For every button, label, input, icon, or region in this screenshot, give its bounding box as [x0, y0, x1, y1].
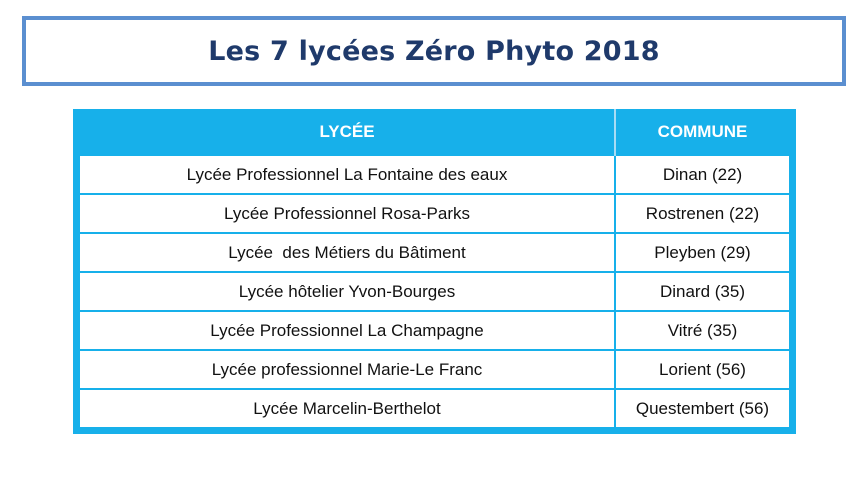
cell-commune: Rostrenen (22)	[615, 194, 789, 233]
table-header	[80, 109, 789, 155]
lycees-table	[80, 109, 789, 429]
title-box	[22, 16, 846, 86]
cell-commune: Questembert (56)	[615, 389, 789, 428]
cell-lycee: Lycée hôtelier Yvon-Bourges	[80, 272, 615, 311]
header-row	[80, 109, 789, 155]
table-row	[80, 155, 789, 194]
cell-commune: Pleyben (29)	[615, 233, 789, 272]
table-row	[80, 311, 789, 350]
table-row	[80, 350, 789, 389]
cell-commune: Lorient (56)	[615, 350, 789, 389]
table-row	[80, 233, 789, 272]
cell-lycee: Lycée Professionnel Rosa-Parks	[80, 194, 615, 233]
table-row	[80, 389, 789, 428]
header-lycee: LYCÉE	[80, 109, 615, 155]
lycees-table-container	[73, 109, 796, 434]
cell-commune: Dinard (35)	[615, 272, 789, 311]
cell-commune: Dinan (22)	[615, 155, 789, 194]
cell-lycee: Lycée Professionnel La Fontaine des eaux	[80, 155, 615, 194]
cell-lycee: Lycée des Métiers du Bâtiment	[80, 233, 615, 272]
table-row	[80, 272, 789, 311]
cell-lycee: Lycée professionnel Marie-Le Franc	[80, 350, 615, 389]
cell-lycee: Lycée Marcelin-Berthelot	[80, 389, 615, 428]
cell-lycee: Lycée Professionnel La Champagne	[80, 311, 615, 350]
table-body	[80, 155, 789, 428]
table-row	[80, 194, 789, 233]
header-commune: COMMUNE	[615, 109, 789, 155]
page-title: Les 7 lycées Zéro Phyto 2018	[208, 35, 660, 67]
cell-commune: Vitré (35)	[615, 311, 789, 350]
